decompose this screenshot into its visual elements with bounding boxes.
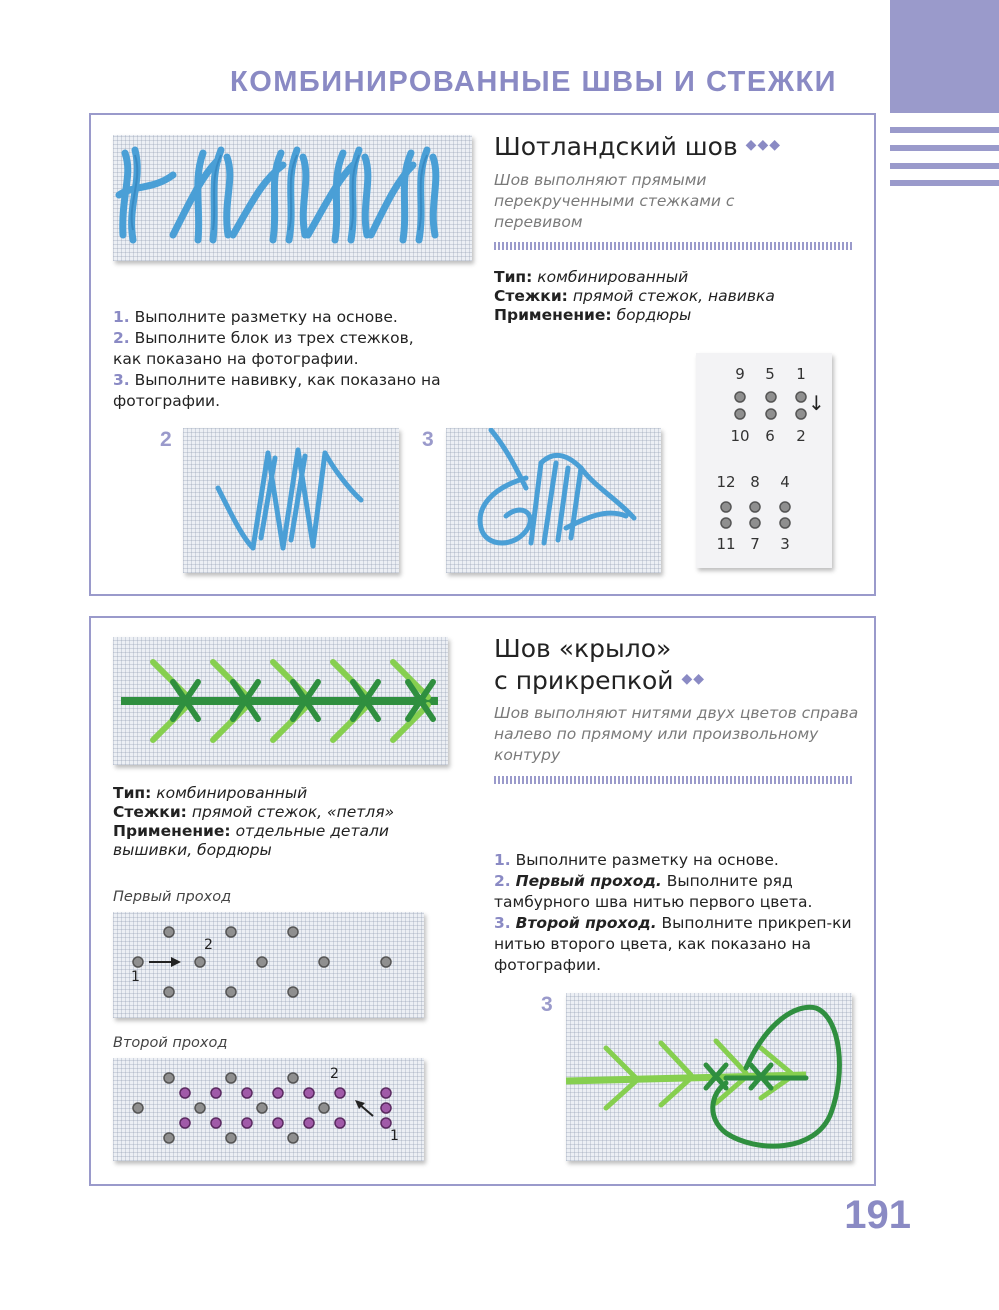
usage-value: отдельные детали вышивки, бордюры: [113, 822, 389, 859]
second-pass-caption: Второй проход: [113, 1035, 228, 1051]
difficulty-diamonds-icon: ◆◆: [681, 671, 705, 687]
step-text: Выполните блок из трех стежков, как показано на фотографии.: [113, 329, 414, 368]
wing-title-line1: Шов «крыло»: [494, 634, 672, 663]
hole-number: 1: [796, 365, 806, 383]
step-number: 3.: [494, 914, 511, 932]
step-text: Выполните разметку на основе.: [134, 308, 398, 326]
hole-number: 6: [765, 427, 775, 445]
step-text: Выполните разметку на основе.: [515, 851, 779, 869]
hole-number: 8: [750, 473, 760, 491]
type-value: комбинированный: [156, 784, 308, 802]
scottish-hole-grid: [696, 353, 832, 568]
stitches-label: Стежки:: [113, 803, 187, 821]
corner-stripe: [890, 163, 999, 169]
wing-title: [494, 633, 705, 696]
scottish-step3-photo: [446, 428, 661, 573]
usage-value: бордюры: [616, 306, 692, 324]
step-number: 2.: [113, 329, 130, 347]
corner-stripe: [890, 127, 999, 133]
step-item: [113, 328, 443, 370]
corner-stripe: [890, 180, 999, 186]
hole-number: 11: [716, 535, 736, 553]
hole-number: 5: [765, 365, 775, 383]
step-bold-text: Первый проход.: [515, 872, 662, 890]
dotted-divider: [494, 242, 854, 250]
page-number: 191: [844, 1193, 911, 1237]
difficulty-diamonds-icon: ◆◆◆: [745, 137, 781, 153]
step-number: 3.: [113, 371, 130, 389]
hole-number: 3: [780, 535, 790, 553]
corner-stripe: [890, 145, 999, 151]
hole-number: 1: [131, 969, 140, 985]
second-pass-diagram: [113, 1058, 424, 1161]
step-item: [113, 307, 443, 328]
stitches-value: прямой стежок, «петля»: [191, 803, 395, 821]
step-item: [494, 871, 859, 913]
scottish-title: [494, 130, 781, 162]
photo-label: 2: [160, 428, 172, 451]
type-value: комбинированный: [537, 268, 689, 286]
corner-block: [890, 0, 999, 113]
hole-number: 12: [716, 473, 736, 491]
wing-step3-photo: [566, 993, 852, 1161]
scottish-description: Шов выполняют прямыми перекрученными стежками с перевивом: [494, 171, 735, 231]
step-bold-text: Второй проход.: [515, 914, 657, 932]
step-number: 1.: [113, 308, 130, 326]
hole-number: 7: [750, 535, 760, 553]
hole-number: 2: [796, 427, 806, 445]
down-arrow-icon: ↓: [808, 391, 825, 415]
stitches-label: Стежки:: [494, 287, 568, 305]
step-text: Выполните ряд тамбурного шва нитью первого цвета.: [494, 872, 813, 911]
type-label: Тип:: [113, 784, 152, 802]
scottish-meta: [494, 268, 864, 325]
step-number: 2.: [494, 872, 511, 890]
scottish-step2-photo: [183, 428, 399, 573]
wing-meta: [113, 784, 443, 860]
step-number: 1.: [494, 851, 511, 869]
wing-title-line2: с прикрепкой: [494, 666, 674, 695]
step-text: Выполните прикреп-ки нитью второго цвета, как показано на фотографии.: [494, 914, 852, 974]
type-label: Тип:: [494, 268, 533, 286]
first-pass-caption: Первый проход: [113, 889, 232, 905]
photo-label: 3: [541, 993, 553, 1016]
scottish-main-photo: [113, 135, 472, 261]
wing-description: Шов выполняют нитями двух цветов справа налево по прямому или произвольному контуру: [494, 704, 859, 764]
step-text: Выполните навивку, как показано на фотографии.: [113, 371, 441, 410]
step-item: [494, 850, 859, 871]
stitches-value: прямой стежок, навивка: [572, 287, 775, 305]
hole-number: 2: [204, 937, 213, 953]
scottish-steps: [113, 307, 443, 412]
dotted-divider: [494, 776, 854, 784]
wing-steps: [494, 850, 859, 976]
scottish-title-text: Шотландский шов: [494, 132, 738, 161]
step-item: [113, 370, 443, 412]
usage-label: Применение:: [113, 822, 231, 840]
hole-number: 4: [780, 473, 790, 491]
page-title: КОМБИНИРОВАННЫЕ ШВЫ И СТЕЖКИ: [230, 66, 837, 98]
photo-label: 3: [422, 428, 434, 451]
hole-number: 10: [730, 427, 750, 445]
wing-main-photo: [113, 637, 448, 765]
usage-label: Применение:: [494, 306, 612, 324]
first-pass-diagram: [113, 912, 424, 1018]
hole-number: 2: [330, 1066, 339, 1082]
step-item: [494, 913, 859, 976]
hole-number: 1: [390, 1128, 399, 1144]
hole-number: 9: [735, 365, 745, 383]
